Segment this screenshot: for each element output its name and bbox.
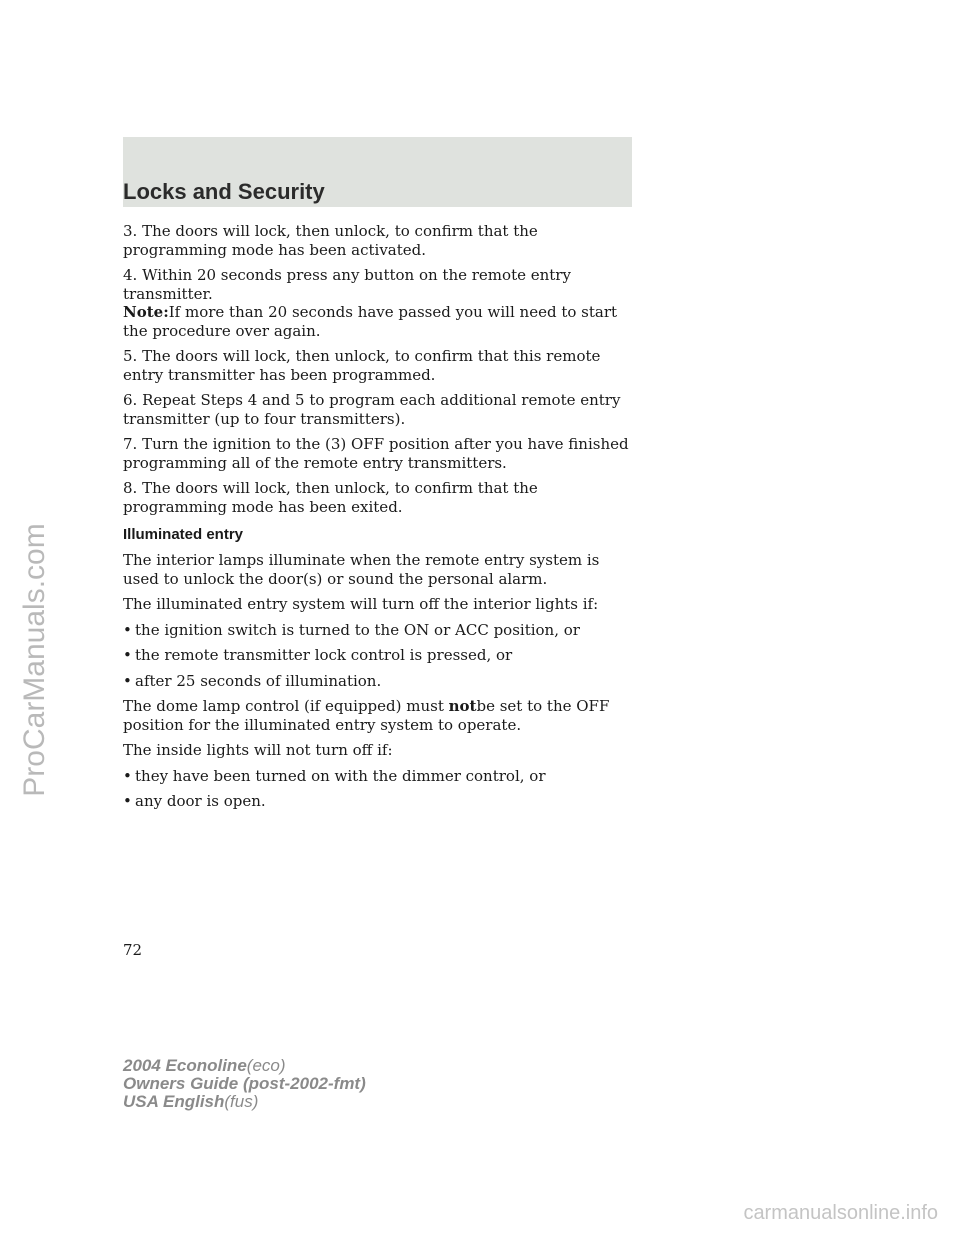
section-title: Locks and Security <box>123 179 325 204</box>
list-item <box>123 767 633 786</box>
page-number: 72 <box>123 941 143 959</box>
dome-lamp-emphasis: not <box>448 697 477 715</box>
list-item <box>123 792 633 811</box>
list-item-text: the ignition switch is turned to the ON or ACC position, or <box>135 620 580 639</box>
list-item <box>123 672 633 691</box>
bullet-icon: • <box>123 646 132 664</box>
footer-model-code: (eco) <box>246 1056 286 1075</box>
step-4-paragraph <box>123 266 633 340</box>
list-item-text: after 25 seconds of illumination. <box>135 671 382 690</box>
footer-language-code: (fus) <box>224 1092 259 1111</box>
list-item-text: any door is open. <box>135 792 266 810</box>
bottom-watermark: carmanualsonline.info <box>743 1202 938 1224</box>
stay-on-intro: The inside lights will not turn off if: <box>123 741 393 759</box>
footer-line-3 <box>123 1093 366 1111</box>
dome-lamp-paragraph <box>123 697 633 734</box>
step-7-paragraph: 7. Turn the ignition to the (3) OFF position after you have finished programming all of the remote entry transmitters. <box>123 435 629 472</box>
list-item <box>123 621 633 640</box>
step-8-paragraph: 8. The doors will lock, then unlock, to confirm that the programming mode has been exited. <box>123 479 538 516</box>
side-watermark <box>10 480 60 840</box>
list-item-text: the remote transmitter lock control is pressed, or <box>135 646 513 664</box>
step-3-paragraph: 3. The doors will lock, then unlock, to confirm that the programming mode has been activated. <box>123 222 538 259</box>
dome-lamp-text-after: be set to the OFF position for the illuminated entry system to operate. <box>123 697 610 734</box>
document-footer <box>123 1057 366 1111</box>
illuminated-entry-intro: The interior lamps illuminate when the remote entry system is used to unlock the door(s) or sound the personal alarm. <box>123 551 600 588</box>
step-4-text: 4. Within 20 seconds press any button on the remote entry transmitter. <box>123 266 571 303</box>
bullet-icon: • <box>123 792 132 810</box>
note-text: If more than 20 seconds have passed you will need to start the procedure over again. <box>123 303 618 340</box>
footer-model: 2004 Econoline <box>123 1056 247 1075</box>
side-watermark-text: ProCarManuals.com <box>18 523 51 797</box>
list-item-text: they have been turned on with the dimmer control, or <box>135 766 546 785</box>
footer-line-1 <box>123 1057 366 1075</box>
footer-line-2: Owners Guide (post-2002-fmt) <box>123 1074 366 1093</box>
step-6-paragraph: 6. Repeat Steps 4 and 5 to program each additional remote entry transmitter (up to four transmitters). <box>123 391 621 428</box>
footer-language: USA English <box>123 1092 225 1111</box>
bullet-icon: • <box>123 766 132 785</box>
bullet-icon: • <box>123 671 132 690</box>
bullet-icon: • <box>123 620 132 639</box>
list-item <box>123 646 633 665</box>
step-5-paragraph: 5. The doors will lock, then unlock, to confirm that this remote entry transmitter has been programmed. <box>123 347 601 384</box>
dome-lamp-text-before: The dome lamp control (if equipped) must <box>123 697 444 715</box>
illuminated-entry-heading: Illuminated entry <box>123 526 244 543</box>
note-label: Note: <box>123 303 169 321</box>
page-content <box>123 222 633 818</box>
turn-off-intro: The illuminated entry system will turn off the interior lights if: <box>123 595 599 613</box>
